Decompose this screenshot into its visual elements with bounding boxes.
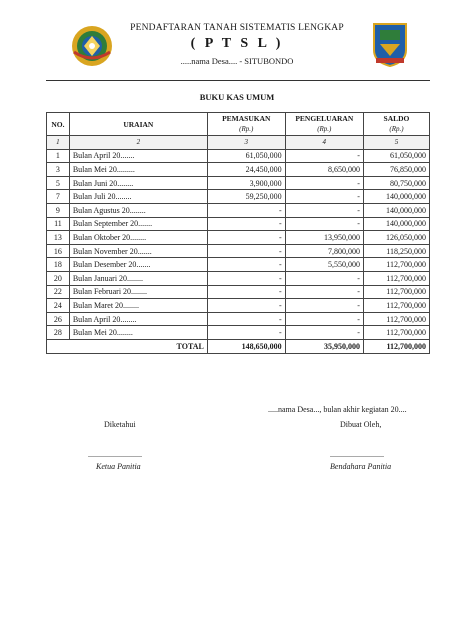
row-saldo: 61,050,000 bbox=[363, 149, 429, 163]
table-row bbox=[47, 285, 430, 299]
pemasukan-label: PEMASUKAN bbox=[222, 114, 271, 123]
left-signer-role: Ketua Panitia bbox=[96, 462, 141, 471]
row-pemasukan: - bbox=[207, 285, 285, 299]
row-no: 24 bbox=[47, 299, 70, 313]
row-pengeluaran: - bbox=[285, 176, 363, 190]
row-pengeluaran: - bbox=[285, 326, 363, 340]
right-signature-line: ........................... bbox=[330, 450, 384, 459]
total-pengeluaran: 35,950,000 bbox=[285, 339, 363, 353]
row-uraian: Bulan September 20....... bbox=[69, 217, 207, 231]
row-uraian: Bulan Mei 20........ bbox=[69, 326, 207, 340]
row-pemasukan: 59,250,000 bbox=[207, 190, 285, 204]
row-no: 22 bbox=[47, 285, 70, 299]
row-saldo: 112,700,000 bbox=[363, 326, 429, 340]
row-pengeluaran: - bbox=[285, 299, 363, 313]
table-row bbox=[47, 312, 430, 326]
document-title: BUKU KAS UMUM bbox=[199, 92, 275, 102]
prepared-by-caption: Dibuat Oleh, bbox=[340, 420, 382, 429]
table-body bbox=[47, 149, 430, 339]
table-header-row bbox=[47, 113, 430, 136]
row-pengeluaran: 7,800,000 bbox=[285, 244, 363, 258]
row-pengeluaran: 5,550,000 bbox=[285, 258, 363, 272]
row-pemasukan: 61,050,000 bbox=[207, 149, 285, 163]
letterhead bbox=[0, 18, 474, 80]
row-no: 26 bbox=[47, 312, 70, 326]
row-no: 7 bbox=[47, 190, 70, 204]
left-signature-line: ........................... bbox=[88, 450, 142, 459]
row-uraian: Bulan Februari 20........ bbox=[69, 285, 207, 299]
total-pemasukan: 148,650,000 bbox=[207, 339, 285, 353]
row-saldo: 112,700,000 bbox=[363, 299, 429, 313]
village-location: .....nama Desa.... - SITUBONDO bbox=[180, 56, 294, 66]
row-saldo: 140,000,000 bbox=[363, 190, 429, 204]
regency-shield-icon bbox=[372, 22, 408, 68]
table-row bbox=[47, 203, 430, 217]
row-no: 13 bbox=[47, 231, 70, 245]
row-uraian: Bulan Agustus 20........ bbox=[69, 203, 207, 217]
pengeluaran-label: PENGELUARAN bbox=[295, 114, 354, 123]
row-pengeluaran: - bbox=[285, 190, 363, 204]
row-saldo: 76,850,000 bbox=[363, 163, 429, 177]
col-saldo-header bbox=[363, 113, 429, 136]
place-date-line: .....nama Desa..., bulan akhir kegiatan 20.... bbox=[268, 405, 407, 414]
row-saldo: 140,000,000 bbox=[363, 203, 429, 217]
row-uraian: Bulan Oktober 20........ bbox=[69, 231, 207, 245]
table-row bbox=[47, 176, 430, 190]
row-pemasukan: - bbox=[207, 231, 285, 245]
table-row bbox=[47, 163, 430, 177]
row-saldo: 80,750,000 bbox=[363, 176, 429, 190]
row-pemasukan: - bbox=[207, 203, 285, 217]
col-index: 3 bbox=[207, 136, 285, 150]
row-uraian: Bulan Juli 20........ bbox=[69, 190, 207, 204]
column-index-row bbox=[47, 136, 430, 150]
col-no-header: NO. bbox=[47, 113, 70, 136]
row-saldo: 126,050,000 bbox=[363, 231, 429, 245]
saldo-label: SALDO bbox=[383, 114, 410, 123]
row-pengeluaran: - bbox=[285, 203, 363, 217]
row-pemasukan: 3,900,000 bbox=[207, 176, 285, 190]
col-index: 5 bbox=[363, 136, 429, 150]
row-pengeluaran: - bbox=[285, 217, 363, 231]
row-no: 16 bbox=[47, 244, 70, 258]
pengeluaran-unit: (Rp.) bbox=[317, 125, 332, 133]
row-pengeluaran: 13,950,000 bbox=[285, 231, 363, 245]
row-no: 1 bbox=[47, 149, 70, 163]
row-saldo: 112,700,000 bbox=[363, 258, 429, 272]
total-row bbox=[47, 339, 430, 353]
row-pengeluaran: - bbox=[285, 271, 363, 285]
row-pengeluaran: - bbox=[285, 149, 363, 163]
table-row bbox=[47, 244, 430, 258]
row-saldo: 112,700,000 bbox=[363, 285, 429, 299]
row-no: 28 bbox=[47, 326, 70, 340]
saldo-unit: (Rp.) bbox=[389, 125, 404, 133]
row-no: 20 bbox=[47, 271, 70, 285]
acknowledged-caption: Diketahui bbox=[104, 420, 136, 429]
row-no: 18 bbox=[47, 258, 70, 272]
col-pengeluaran-header bbox=[285, 113, 363, 136]
pemasukan-unit: (Rp.) bbox=[239, 125, 254, 133]
row-uraian: Bulan Desember 20....... bbox=[69, 258, 207, 272]
row-uraian: Bulan Maret 20........ bbox=[69, 299, 207, 313]
total-label: TOTAL bbox=[47, 339, 208, 353]
table-row bbox=[47, 271, 430, 285]
row-uraian: Bulan April 20....... bbox=[69, 149, 207, 163]
row-pengeluaran: - bbox=[285, 312, 363, 326]
row-no: 5 bbox=[47, 176, 70, 190]
row-no: 9 bbox=[47, 203, 70, 217]
col-index: 2 bbox=[69, 136, 207, 150]
row-uraian: Bulan November 20....... bbox=[69, 244, 207, 258]
cash-book-table bbox=[46, 112, 430, 354]
col-uraian-header: URAIAN bbox=[69, 113, 207, 136]
row-pemasukan: - bbox=[207, 271, 285, 285]
col-index: 4 bbox=[285, 136, 363, 150]
row-pemasukan: 24,450,000 bbox=[207, 163, 285, 177]
table-row bbox=[47, 190, 430, 204]
row-no: 11 bbox=[47, 217, 70, 231]
row-pemasukan: - bbox=[207, 312, 285, 326]
agency-program-name: PENDAFTARAN TANAH SISTEMATIS LENGKAP bbox=[130, 23, 344, 33]
right-signer-role: Bendahara Panitia bbox=[330, 462, 392, 471]
row-uraian: Bulan April 20........ bbox=[69, 312, 207, 326]
row-pemasukan: - bbox=[207, 326, 285, 340]
row-pemasukan: - bbox=[207, 299, 285, 313]
col-pemasukan-header bbox=[207, 113, 285, 136]
table-row bbox=[47, 299, 430, 313]
table-row bbox=[47, 258, 430, 272]
table-row bbox=[47, 231, 430, 245]
col-index: 1 bbox=[47, 136, 70, 150]
table-row bbox=[47, 217, 430, 231]
row-pengeluaran: - bbox=[285, 285, 363, 299]
total-saldo: 112,700,000 bbox=[363, 339, 429, 353]
row-saldo: 118,250,000 bbox=[363, 244, 429, 258]
program-acronym: ( P T S L ) bbox=[190, 36, 284, 51]
row-pemasukan: - bbox=[207, 217, 285, 231]
row-uraian: Bulan Januari 20........ bbox=[69, 271, 207, 285]
row-pemasukan: - bbox=[207, 244, 285, 258]
table-row bbox=[47, 326, 430, 340]
row-saldo: 112,700,000 bbox=[363, 312, 429, 326]
row-saldo: 140,000,000 bbox=[363, 217, 429, 231]
row-pengeluaran: 8,650,000 bbox=[285, 163, 363, 177]
row-pemasukan: - bbox=[207, 258, 285, 272]
header-divider bbox=[46, 80, 430, 81]
row-no: 3 bbox=[47, 163, 70, 177]
row-uraian: Bulan Juni 20........ bbox=[69, 176, 207, 190]
table-row bbox=[47, 149, 430, 163]
row-uraian: Bulan Mei 20......... bbox=[69, 163, 207, 177]
row-saldo: 112,700,000 bbox=[363, 271, 429, 285]
